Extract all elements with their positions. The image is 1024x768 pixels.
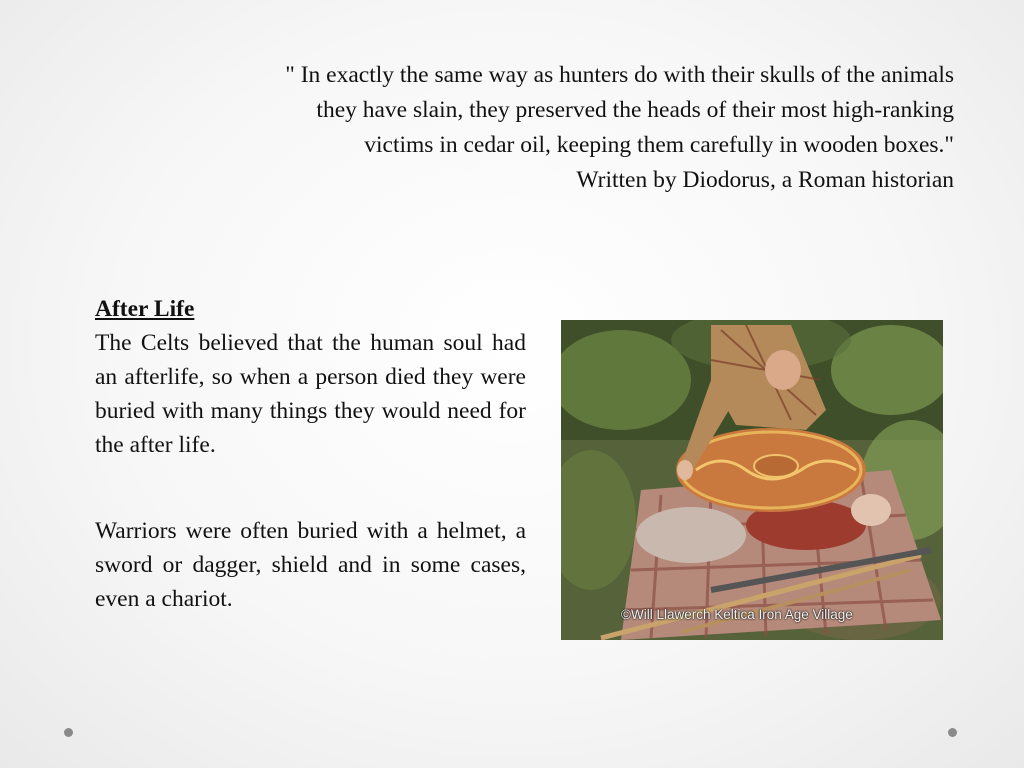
quote-line: " In exactly the same way as hunters do with their skulls of the animals [285, 62, 954, 88]
decorative-dot-left [64, 728, 73, 737]
section-heading: After Life [95, 296, 195, 322]
quote-block [120, 58, 954, 198]
burial-photo [561, 320, 943, 640]
body-paragraph-2: Warriors were often buried with a helmet, a sword or dagger, shield and in some cases, even a chariot. [95, 518, 526, 612]
photo-credit: ©Will Llawerch Keltica Iron Age Village [621, 607, 853, 622]
decorative-dot-right [948, 728, 957, 737]
quote-line: victims in cedar oil, keeping them carefully in wooden boxes." [364, 132, 954, 158]
after-life-section [95, 292, 526, 616]
quote-attribution: Written by Diodorus, a Roman historian [576, 167, 954, 193]
body-paragraph-1: The Celts believed that the human soul had an afterlife, so when a person died they were buried with many things they would need for the after life. [95, 330, 526, 458]
burial-scene-illustration [561, 320, 943, 640]
quote-line: they have slain, they preserved the heads of their most high-ranking [316, 97, 954, 123]
